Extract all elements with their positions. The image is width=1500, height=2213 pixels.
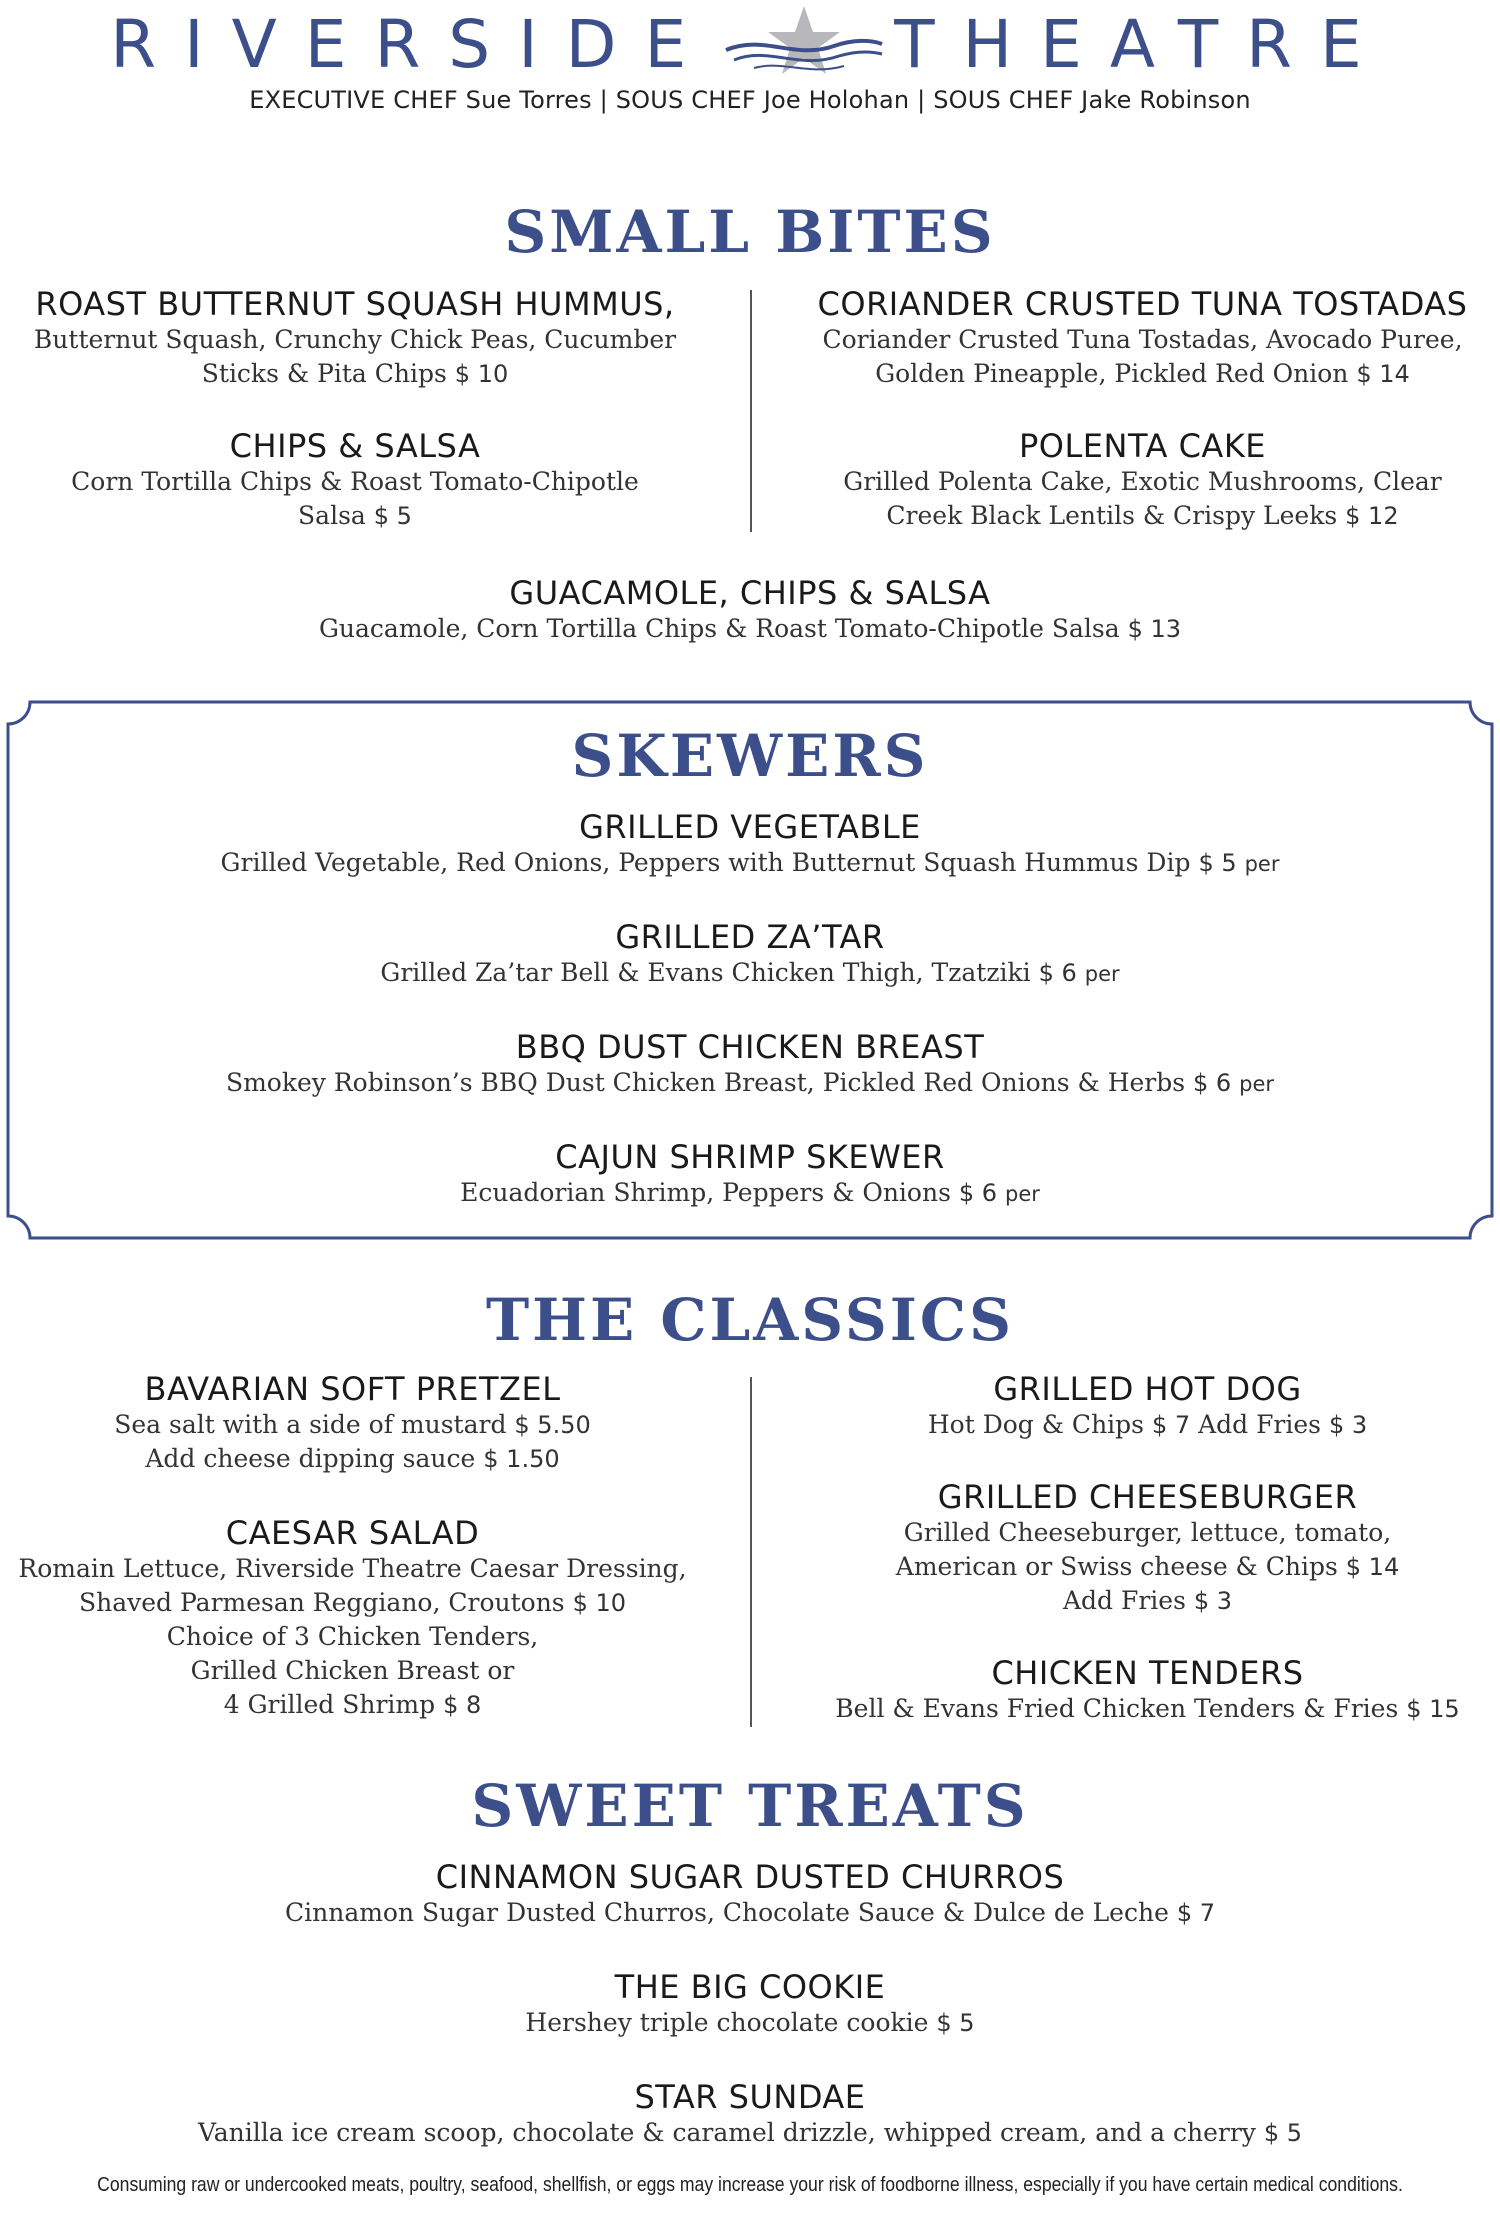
menu-item <box>0 574 1500 646</box>
item-description: Coriander Crusted Tuna Tostadas, Avocado Puree, <box>822 325 1463 354</box>
item-name: STAR SUNDAE <box>634 2078 866 2116</box>
menu-item <box>795 1370 1500 1442</box>
item-description: Vanilla ice cream scoop, chocolate & caramel drizzle, whipped cream, and a cherry $ 5 <box>197 2118 1303 2147</box>
item-price: $ 15 <box>1406 1695 1460 1723</box>
star-wave-icon <box>724 4 884 84</box>
column-divider <box>750 290 752 532</box>
item-price: $ 1.50 <box>483 1445 560 1473</box>
item-description: Romain Lettuce, Riverside Theatre Caesar Dressing, <box>18 1554 687 1583</box>
item-price: $ 6 <box>958 1179 998 1207</box>
section-title-classics: THE CLASSICS <box>486 1286 1014 1354</box>
item-price: $ 5 <box>1198 849 1237 877</box>
item-description: Add Fries $ 3 <box>1062 1586 1233 1615</box>
item-description: Guacamole, Corn Tortilla Chips & Roast Tomato-Chipotle Salsa $ 13 <box>318 614 1182 643</box>
logo-word-left: RIVERSIDE <box>110 5 715 83</box>
item-price: $ 10 <box>572 1589 627 1617</box>
item-name: CHIPS & SALSA <box>229 427 481 465</box>
item-description: Add cheese dipping sauce $ 1.50 <box>145 1444 560 1473</box>
item-description: Sticks & Pita Chips $ 10 <box>201 359 509 388</box>
item-price: $ 8 <box>443 1691 482 1719</box>
item-name: CHICKEN TENDERS <box>991 1654 1304 1692</box>
item-name: GRILLED VEGETABLE <box>579 808 921 846</box>
item-name: ROAST BUTTERNUT SQUASH HUMMUS, <box>35 285 675 323</box>
menu-item <box>0 1370 705 1476</box>
item-description: Choice of 3 Chicken Tenders, <box>166 1622 539 1651</box>
small-bites-right-column <box>785 285 1500 533</box>
item-price: $ 5.50 <box>514 1411 591 1439</box>
item-price: $ 6 <box>1038 959 1077 987</box>
item-description: Grilled Cheeseburger, lettuce, tomato, <box>903 1518 1392 1547</box>
item-price: $ 7 <box>1151 1411 1191 1439</box>
item-name: GRILLED HOT DOG <box>993 1370 1302 1408</box>
item-price: $ 14 <box>1356 360 1410 388</box>
menu-item <box>0 918 1500 991</box>
item-price: $ 3 <box>1193 1587 1233 1615</box>
menu-item <box>0 808 1500 881</box>
item-description: Salsa $ 5 <box>298 501 412 530</box>
classics-right-column <box>795 1370 1500 1726</box>
menu-item <box>0 1514 705 1722</box>
item-unit: per <box>1239 1072 1275 1096</box>
item-description: Hot Dog & Chips $ 7 Add Fries $ 3 <box>927 1410 1368 1439</box>
item-description: Grilled Za’tar Bell & Evans Chicken Thigh, Tzatziki $ 6 per <box>380 958 1120 987</box>
item-price: $ 5 <box>373 502 412 530</box>
menu-item <box>785 427 1500 533</box>
item-name: GUACAMOLE, CHIPS & SALSA <box>509 574 991 612</box>
menu-item <box>0 2078 1500 2150</box>
menu-item <box>785 285 1500 391</box>
item-price: $ 10 <box>454 360 509 388</box>
item-description: Creek Black Lentils & Crispy Leeks $ 12 <box>886 501 1399 530</box>
header <box>0 0 1500 150</box>
menu-item <box>795 1654 1500 1726</box>
food-safety-disclaimer: Consuming raw or undercooked meats, poultry, seafood, shellfish, or eggs may increase your risk of foodborne illness, especially if you have certain medical conditions. <box>97 2174 1403 2196</box>
item-description: Ecuadorian Shrimp, Peppers & Onions $ 6 per <box>460 1178 1040 1207</box>
chef-credits: EXECUTIVE CHEF Sue Torres | SOUS CHEF Joe Holohan | SOUS CHEF Jake Robinson <box>249 86 1251 114</box>
column-divider <box>750 1377 752 1727</box>
item-name: CAJUN SHRIMP SKEWER <box>555 1138 945 1176</box>
classics-left-column <box>0 1370 705 1722</box>
item-name: CINNAMON SUGAR DUSTED CHURROS <box>435 1858 1065 1896</box>
item-name: CORIANDER CRUSTED TUNA TOSTADAS <box>817 285 1468 323</box>
item-price: $ 3 <box>1328 1411 1368 1439</box>
item-description: Cinnamon Sugar Dusted Churros, Chocolate Sauce & Dulce de Leche $ 7 <box>285 1898 1215 1927</box>
menu-item <box>0 1138 1500 1211</box>
item-price: $ 5 <box>1263 2119 1303 2147</box>
item-name: THE BIG COOKIE <box>614 1968 886 2006</box>
logo <box>0 4 1500 84</box>
item-description: Grilled Polenta Cake, Exotic Mushrooms, Clear <box>843 467 1442 496</box>
item-price: $ 5 <box>936 2009 975 2037</box>
section-title-sweet-treats: SWEET TREATS <box>471 1772 1029 1840</box>
item-description: Bell & Evans Fried Chicken Tenders & Fries $ 15 <box>835 1694 1460 1723</box>
item-description: Grilled Chicken Breast or <box>190 1656 515 1685</box>
section-title-small-bites: SMALL BITES <box>504 198 996 266</box>
item-description: Smokey Robinson’s BBQ Dust Chicken Breast, Pickled Red Onions & Herbs $ 6 per <box>225 1068 1275 1097</box>
item-price: $ 7 <box>1176 1899 1215 1927</box>
item-name: GRILLED CHEESEBURGER <box>937 1478 1358 1516</box>
item-price: $ 14 <box>1345 1553 1400 1581</box>
item-description: 4 Grilled Shrimp $ 8 <box>223 1690 482 1719</box>
item-unit: per <box>1004 1182 1040 1206</box>
item-description: Shaved Parmesan Reggiano, Croutons $ 10 <box>78 1588 627 1617</box>
section-title-skewers: SKEWERS <box>571 722 929 790</box>
item-description: Hershey triple chocolate cookie $ 5 <box>525 2008 975 2037</box>
item-name: POLENTA CAKE <box>1018 427 1267 465</box>
menu-item <box>0 1858 1500 1930</box>
item-price: $ 6 <box>1193 1069 1232 1097</box>
menu-item <box>0 1968 1500 2040</box>
item-name: CAESAR SALAD <box>225 1514 480 1552</box>
logo-word-right: THEATRE <box>894 5 1390 83</box>
item-description: Sea salt with a side of mustard $ 5.50 <box>114 1410 591 1439</box>
item-price: $ 12 <box>1345 502 1399 530</box>
menu-item <box>0 285 710 391</box>
item-description: Grilled Vegetable, Red Onions, Peppers with Butternut Squash Hummus Dip $ 5 per <box>220 848 1280 877</box>
item-name: GRILLED ZA’TAR <box>615 918 885 956</box>
small-bites-left-column <box>0 285 710 533</box>
item-description: Butternut Squash, Crunchy Chick Peas, Cucumber <box>33 325 677 354</box>
item-name: BAVARIAN SOFT PRETZEL <box>144 1370 561 1408</box>
menu-item <box>795 1478 1500 1618</box>
item-name: BBQ DUST CHICKEN BREAST <box>515 1028 985 1066</box>
item-price: $ 13 <box>1127 615 1182 643</box>
menu-item <box>0 1028 1500 1101</box>
item-unit: per <box>1244 852 1280 876</box>
item-description: Golden Pineapple, Pickled Red Onion $ 14 <box>875 359 1410 388</box>
item-unit: per <box>1084 962 1120 986</box>
item-description: Corn Tortilla Chips & Roast Tomato-Chipotle <box>71 467 639 496</box>
item-description: American or Swiss cheese & Chips $ 14 <box>895 1552 1400 1581</box>
menu-item <box>0 427 710 533</box>
